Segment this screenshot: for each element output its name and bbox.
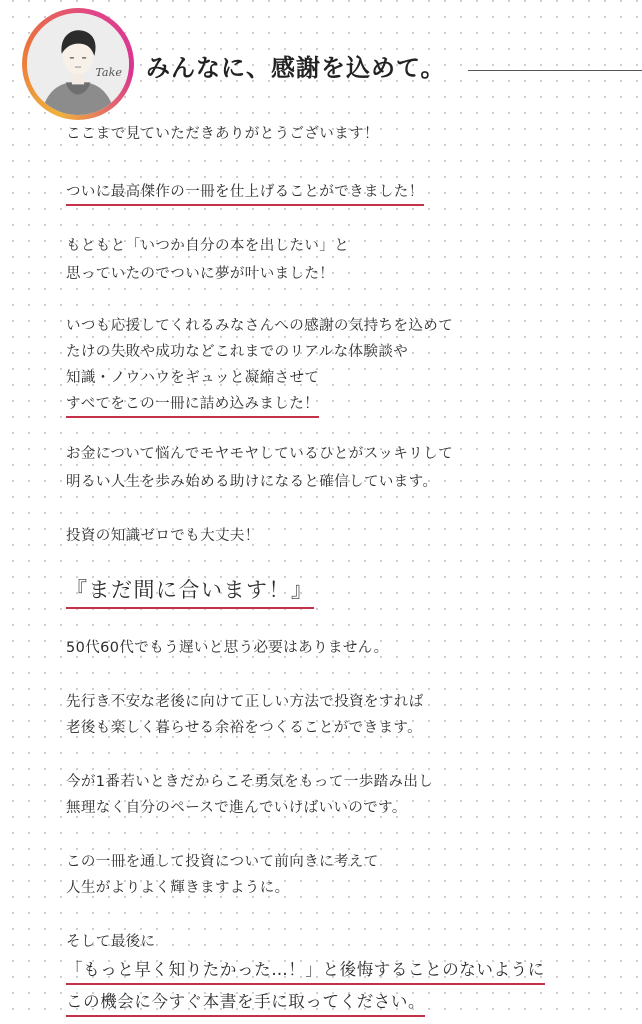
courage-line-2: 無理なく自分のペースで進んでいけばいいのです。 [66,800,407,816]
emphasis-line [66,574,314,609]
gratitude-line-4 [66,392,319,418]
hope-line-1: お金について悩んでモヤモヤしているひとがスッキリして [66,446,453,462]
highlight-text: ついに最高傑作の一冊を仕上げることができました！ [66,180,424,206]
future-line-2: 老後も楽しく暮らせる余裕をつくることができます。 [66,720,423,736]
highlight-text: すべてをこの一冊に詰め込みました！ [66,392,319,418]
closing-line-1 [66,956,545,985]
reassurance-line: 投資の知識ゼロでも大丈夫！ [66,528,260,544]
emphasis-text: 『まだ間に合います！』 [66,574,314,609]
dream-line-1: もともと「いつか自分の本を出したい」と [66,238,350,254]
gratitude-line-2: たけの失敗や成功などこれまでのリアルな体験談や [66,344,409,360]
dream-line-2: 思っていたのでついに夢が叶いました！ [66,266,335,282]
gratitude-line-1: いつも応援してくれるみなさんへの感謝の気持ちを込めて [66,318,454,334]
finally-line: そして最後に [66,934,156,950]
closing-line-2 [66,988,425,1017]
closing-text-1: 「もっと早く知りたかった…！」と後悔することのないように [66,956,545,985]
author-avatar [22,8,134,120]
highlight-line-completion [66,180,424,206]
gratitude-line-3: 知識・ノウハウをギュッと凝縮させて [66,370,320,386]
courage-line-1: 今が1番若いときだからこそ勇気をもって一歩踏み出し [66,774,434,790]
wish-line-1: この一冊を通して投資について前向きに考えて [66,854,379,870]
future-line-1: 先行き不安な老後に向けて正しい方法で投資をすれば [66,694,424,710]
age-line: 50代60代でもう遅いと思う必要はありません。 [66,640,389,656]
page-title: みんなに、感謝を込めて。 [146,54,446,82]
title-rule [468,70,642,71]
intro-line: ここまで見ていただきありがとうございます！ [66,126,379,142]
wish-line-2: 人生がよりよく輝きますように。 [66,880,290,896]
avatar-signature: Take [95,66,123,80]
hope-line-2: 明るい人生を歩み始める助けになると確信しています。 [66,474,438,490]
author-illustration [27,13,129,115]
closing-text-2: この機会に今すぐ本書を手に取ってください。 [66,988,425,1017]
